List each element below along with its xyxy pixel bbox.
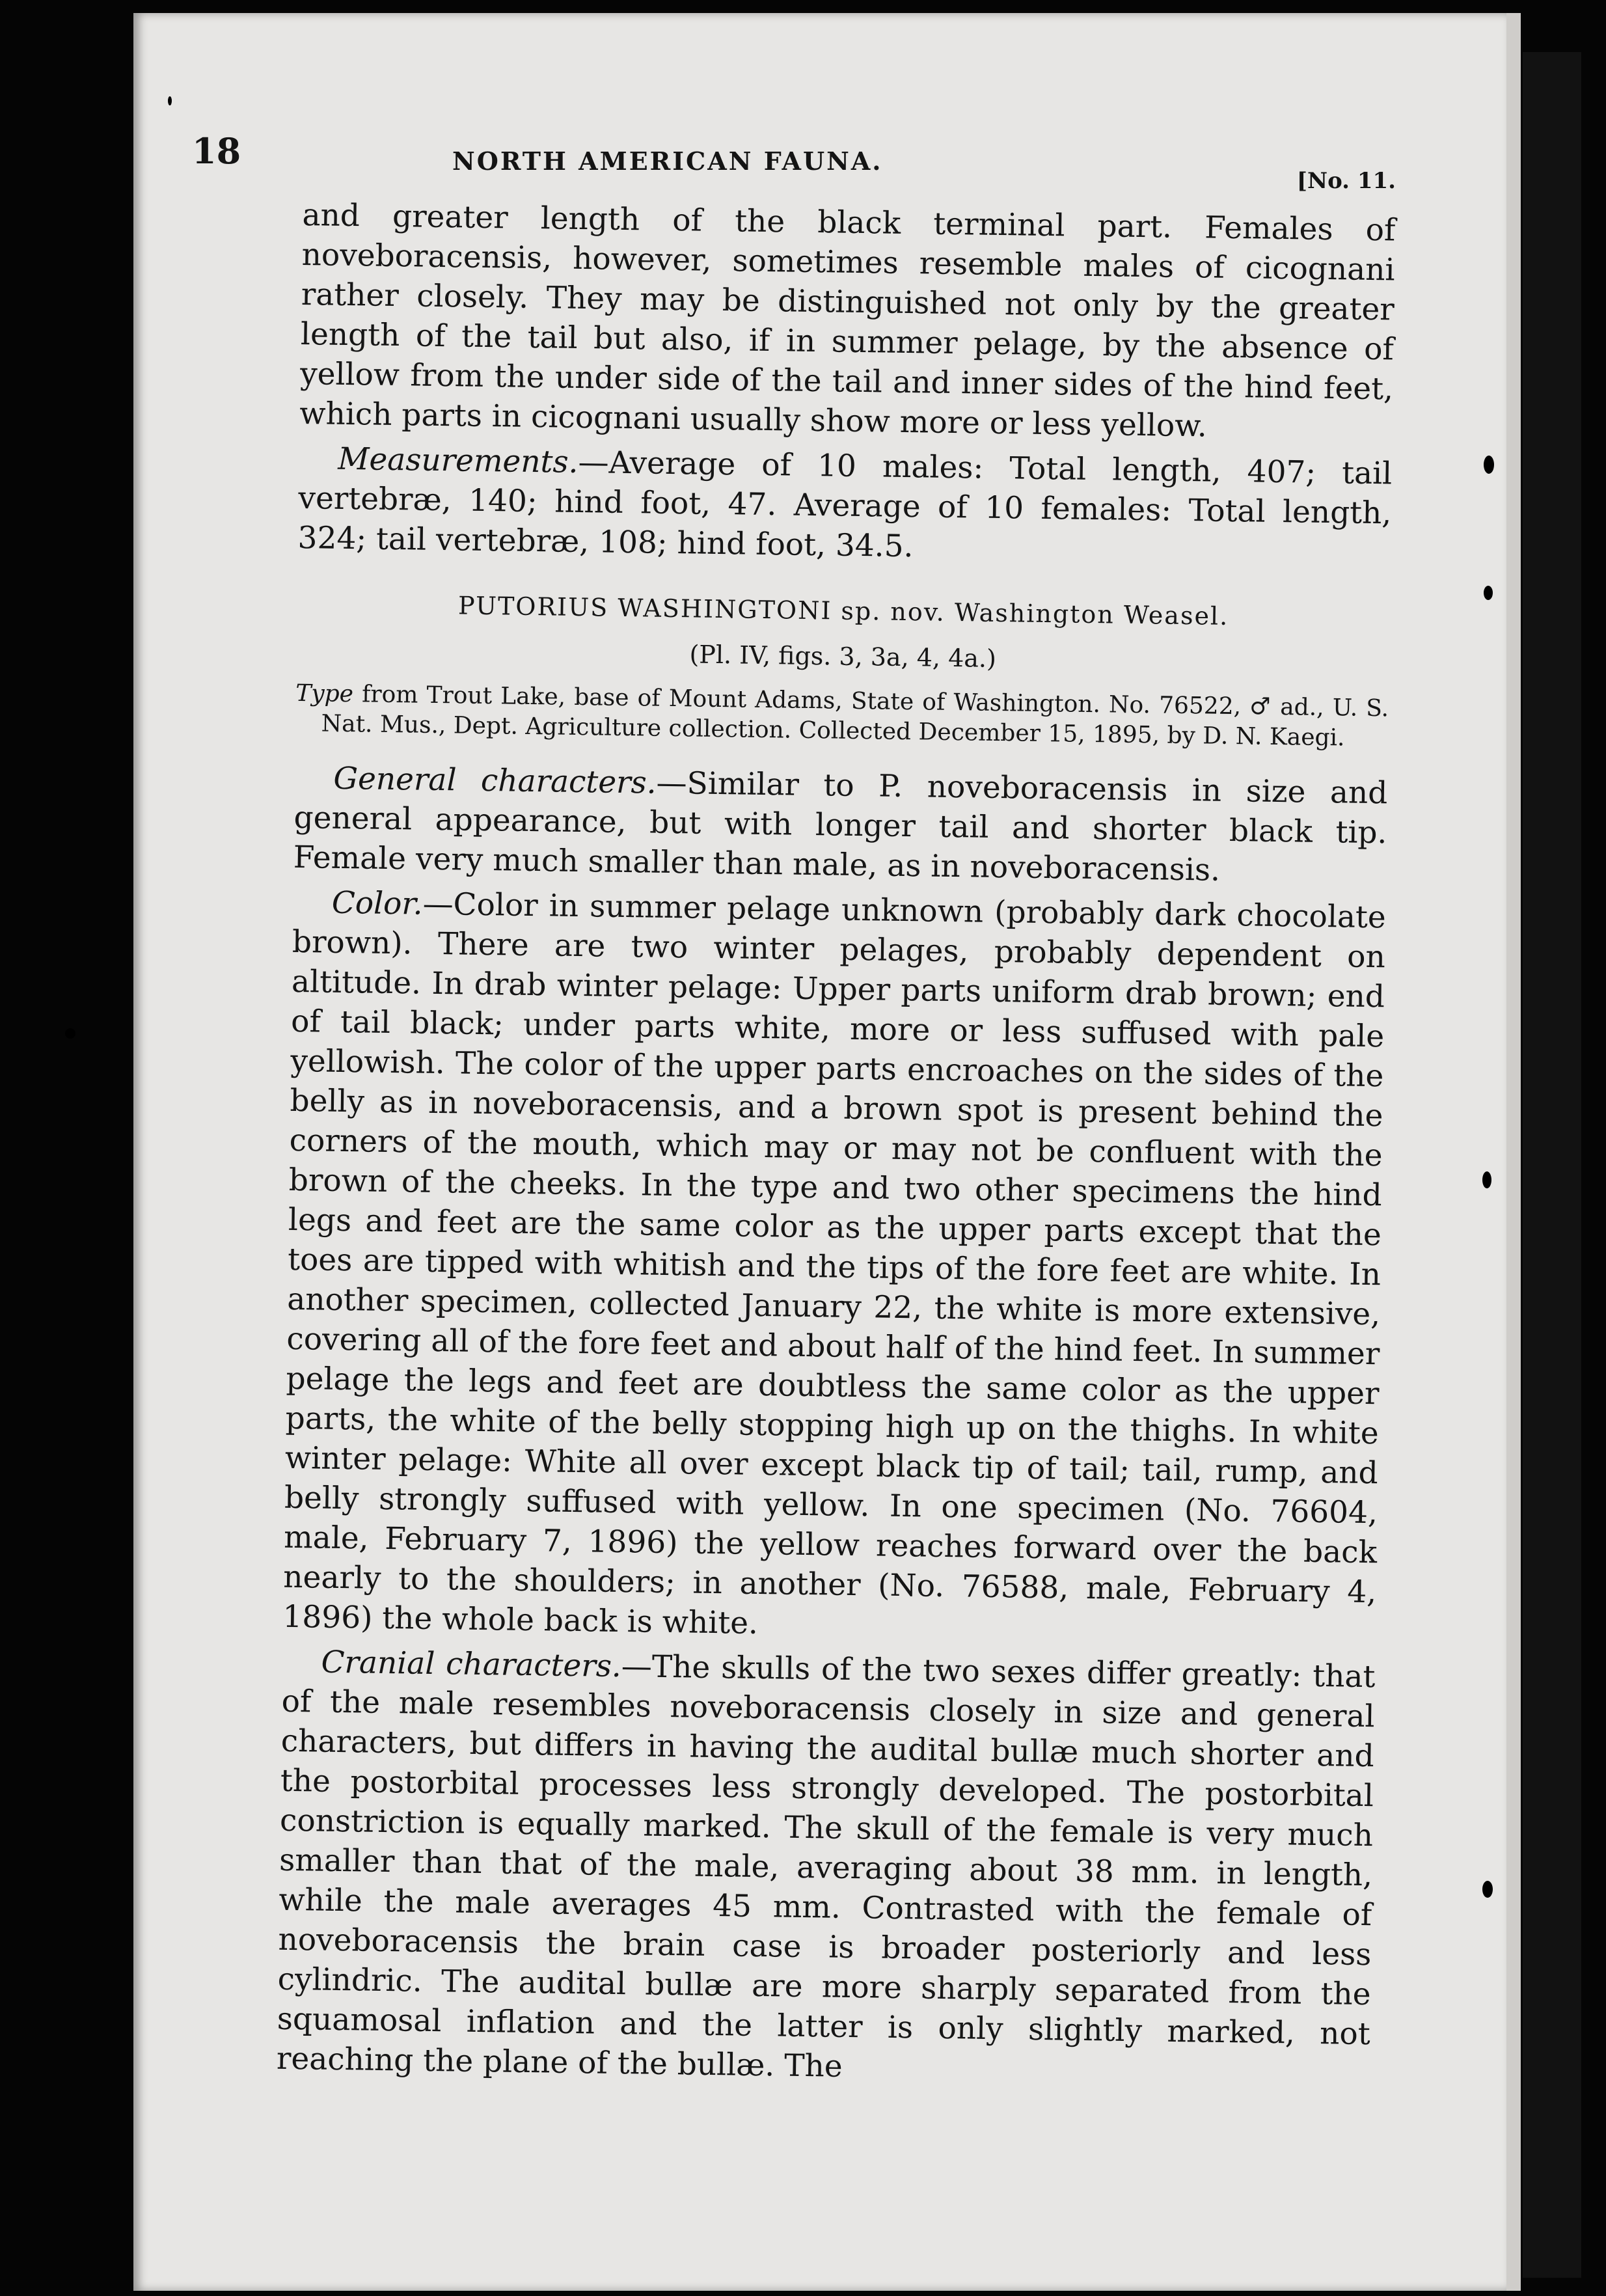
scan-speck [1484,586,1493,600]
binding-shadow [1523,52,1581,2278]
body-text [276,195,1395,2099]
page-number: 18 [192,130,241,172]
continuation-paragraph: and greater length of the black terminal part. Females of noveboracensis, however, sometimes resemble males of cicognani rather closely. They may be distinguished not only by the greater length of the tail but also, if in summer pelage, by the absence of yellow from the under side of the tail and inner sides of the hind feet, which parts in cicognani usually show more or less yellow. [299,197,1396,444]
running-title: NORTH AMERICAN FAUNA. [452,146,883,176]
type-text: from Trout Lake, base of Mount Adams, State of Washington. No. 76522, ♂ ad., U. S. Nat. Mus., Dept. Agriculture collection. Collected December 15, 1895, by D. N. Kaegi. [321,681,1389,752]
general-characters-text: —Similar to P. noveboracensis in size and general appearance, but with longer tail and shorter black tip. Female very much smaller than male, as in noveboracensis. [293,765,1388,888]
type-label: Type [295,679,354,708]
scan-speck [168,96,172,105]
general-characters-label: General characters. [333,760,657,801]
scan-speck [1482,1881,1493,1898]
page-edge [1506,13,1521,2291]
scan-speck [1484,456,1494,474]
color-text: —Color in summer pelage unknown (probably dark chocolate brown). There are two winter pelages, probably dependent on altitude. In drab winter pelage: Upper parts uniform drab brown; end of tail black; under parts white, more or less suffused with pale yellowish. The color of the upper parts encroaches on the sides of the belly as in noveboracensis, and a brown spot is present behind the corners of the mouth, which may or may not be confluent with the brown of the cheeks. In the type and two other specimens the hind legs and feet are the same color as the upper parts except that the toes are tipped with whitish and the tips of the fore feet are white. In another specimen, collected January 22, the white is more extensive, covering all of the fore feet and about half of the hind feet. In summer pelage the legs and feet are doubtless the same color as the upper parts, the white of the belly stopping high up on the thighs. In white winter pelage: White all over except black tip of tail; tail, rump, and belly strongly suffused with yellow. In one specimen (No. 76604, male, February 7, 1896) the yellow reaches forward over the back nearly to the shoulders; in another (No. 76588, male, February 4, 1896) the whole back is white. [282,886,1387,1641]
plate-reference: (Pl. IV, figs. 3, 3a, 4, 4a.) [689,640,997,673]
cranial-characters-text: —The skulls of the two sexes differ greatly: that of the male resembles noveboracensis closely in size and general characters, but differs in having the audital bullæ much shorter and the postorbital processes less strongly developed. The postorbital constriction is equally marked. The skull of the female is very much smaller than that of the male, averaging about 38 mm. in length, while the male averages 45 mm. Contrasted with the female of noveboracensis the brain case is broader posteriorly and less cylindric. The audital bullæ are more sharply separated from the squamosal inflation and the latter is only slightly marked, not reaching the plane of the bullæ. The [276,1648,1376,2084]
type-specimen-block [295,679,1389,754]
color-label: Color. [331,884,424,922]
color-paragraph [282,882,1386,1652]
scan-speck [1482,1171,1491,1188]
cranial-characters-paragraph [277,1642,1376,2094]
species-heading: PUTORIUS WASHINGTONI sp. nov. Washington Weasel. [457,591,1229,631]
measurements-paragraph [297,439,1392,573]
cranial-characters-label: Cranial characters. [321,1644,622,1685]
general-characters-paragraph [293,758,1387,892]
scan-speck [65,1028,75,1039]
measurements-label: Measurements. [337,441,578,480]
measurements-text: —Average of 10 males: Total length, 407; tail vertebræ, 140; hind foot, 47. Average of 10 females: Total length, 324; tail vertebræ, 108; hind foot, 34.5. [297,444,1393,565]
page-header [192,130,1396,194]
issue-number: [No. 11. [1296,168,1396,194]
